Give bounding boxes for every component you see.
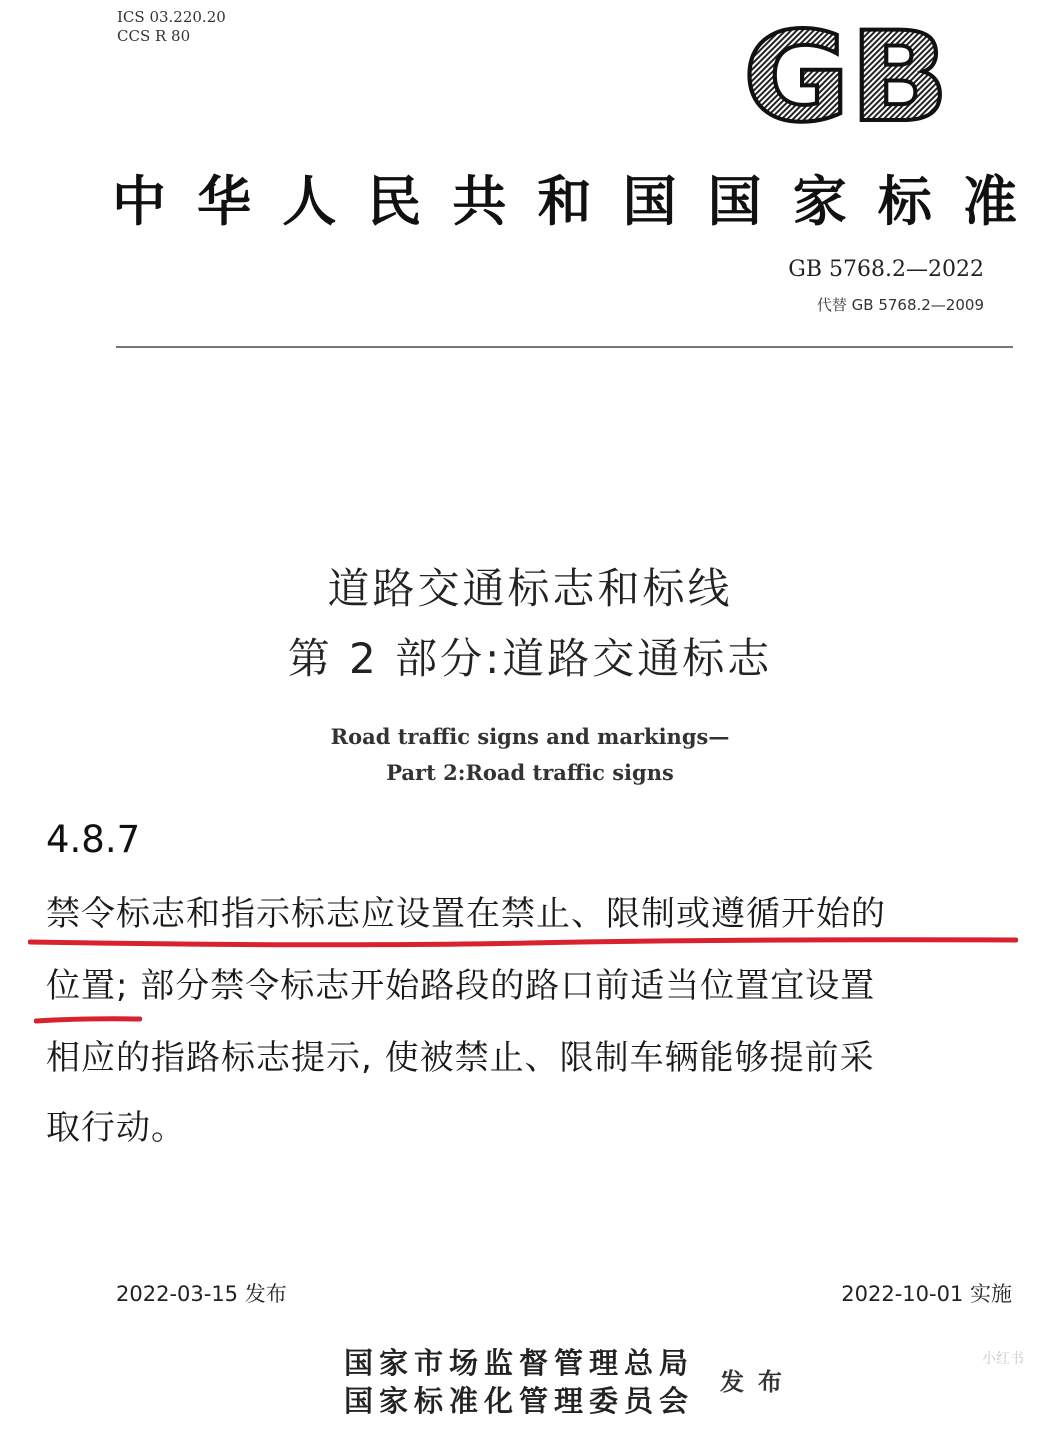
clause-text-line-2: 位置; 部分禁令标志开始路段的路口前适当位置宜设置	[46, 966, 876, 1006]
cn-title-line-1: 道路交通标志和标线	[327, 564, 733, 613]
title-char: 民	[367, 168, 422, 233]
gb-logo	[738, 20, 954, 132]
clause-text-line-1: 禁令标志和指示标志应设置在禁止、限制或遵循开始的	[46, 894, 886, 934]
ics-code: ICS 03.220.20	[117, 8, 226, 26]
watermark: 小红书	[982, 1351, 1024, 1367]
title-char: 共	[452, 168, 507, 233]
en-title-line-1: Road traffic signs and markings—	[330, 724, 730, 749]
header-divider	[116, 346, 1013, 348]
clause-number: 4.8.7	[46, 818, 141, 861]
title-char: 国	[622, 168, 677, 233]
gb-logo-lettering: GB	[743, 20, 949, 132]
standard-number: GB 5768.2—2022	[788, 257, 984, 282]
clause-text-line-4: 取行动。	[46, 1108, 186, 1148]
en-title-line-2: Part 2:Road traffic signs	[386, 760, 674, 785]
title-char: 家	[792, 168, 847, 233]
title-char: 中	[112, 168, 166, 233]
red-underline-2	[34, 1012, 142, 1026]
title-char: 标	[877, 168, 932, 233]
red-underline-1	[28, 934, 1018, 950]
title-char: 人	[282, 168, 337, 233]
title-char: 华	[197, 168, 252, 233]
title-char: 和	[537, 168, 592, 233]
ccs-code: CCS R 80	[117, 27, 191, 45]
title-char: 国	[707, 168, 762, 233]
publish-date: 2022-03-15 发布	[116, 1282, 287, 1306]
implement-date: 2022-10-01 实施	[841, 1282, 1012, 1306]
issuer-2: 国家标准化管理委员会	[344, 1384, 695, 1418]
issuing-authorities	[344, 1344, 694, 1420]
replaced-standard: 代替 GB 5768.2—2009	[816, 296, 984, 314]
clause-text-line-3: 相应的指路标志提示, 使被禁止、限制车辆能够提前采	[46, 1038, 875, 1078]
classification-codes	[117, 8, 226, 46]
national-standard-title	[112, 165, 1017, 233]
cn-title-line-2: 第 2 部分:道路交通标志	[287, 634, 773, 683]
title-char: 准	[962, 168, 1017, 233]
issue-label: 发布	[720, 1367, 796, 1396]
issuer-1: 国家市场监督管理总局	[344, 1346, 695, 1380]
